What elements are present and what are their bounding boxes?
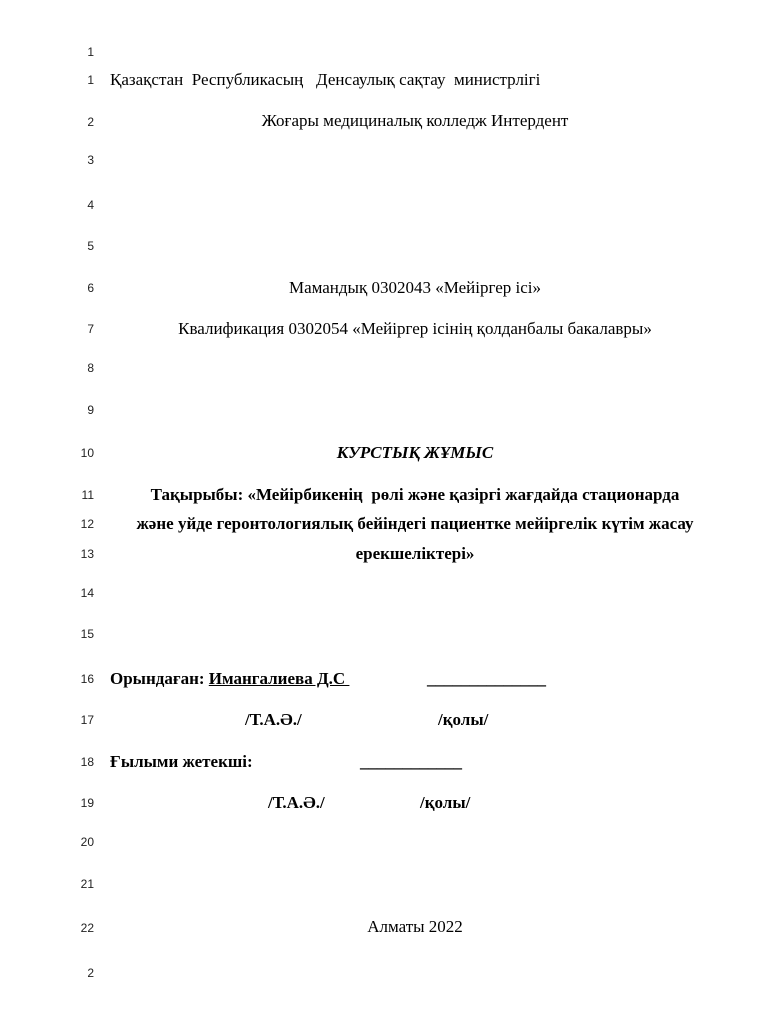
line-number: 10	[80, 446, 94, 460]
line-number: 12	[80, 517, 94, 531]
line-number: 19	[80, 796, 94, 810]
line-number: 3	[87, 153, 94, 167]
supervisor-sign-caption: /қолы/	[420, 793, 471, 812]
line-number: 7	[87, 322, 94, 336]
line-number: 21	[80, 877, 94, 891]
line-number: 6	[87, 281, 94, 295]
line-number: 11	[81, 488, 94, 502]
line-number: 14	[80, 586, 94, 600]
line-number: 15	[80, 627, 94, 641]
line-number: 17	[80, 713, 94, 727]
qualification-line: Квалификация 0302054 «Мейіргер ісінің қолданбалы бакалавры»	[178, 319, 652, 338]
topic-line-3: ерекшеліктері»	[355, 544, 475, 563]
line-number: 9	[87, 403, 94, 417]
performer-fio-caption: /Т.А.Ә./	[245, 710, 302, 729]
line-number: 4	[87, 198, 94, 212]
line-number: 2	[87, 966, 94, 980]
college-name: Жоғары медициналық колледж Интердент	[261, 111, 569, 130]
line-number: 20	[80, 835, 94, 849]
line-number: 18	[80, 755, 94, 769]
performer-row	[110, 668, 720, 690]
supervisor-label: Ғылыми жетекші:	[110, 752, 253, 771]
line-number: 2	[87, 115, 94, 129]
line-number: 22	[80, 921, 94, 935]
supervisor-row	[110, 751, 720, 773]
performer-name: Имангалиева Д.С	[208, 669, 350, 688]
performer-signature-line: ______________	[427, 669, 546, 688]
supervisor-fio-caption: /Т.А.Ә./	[268, 793, 325, 812]
line-number: 16	[80, 672, 94, 686]
topic-line-2: және уйде геронтологиялық бейіндегі пациентке мейіргелік күтім жасау	[136, 514, 694, 533]
performer-label: Орындаған:	[110, 669, 205, 688]
supervisor-signature-line: ____________	[360, 752, 462, 771]
line-number: 13	[80, 547, 94, 561]
line-number: 5	[87, 239, 94, 253]
line-number: 1	[87, 73, 94, 87]
city-year: Алматы 2022	[367, 917, 463, 936]
line-number: 1	[87, 45, 94, 59]
line-number: 8	[87, 361, 94, 375]
ministry-header: Қазақстан Республикасың Денсаулық сақтау министрлігі	[110, 70, 541, 89]
performer-sign-caption: /қолы/	[438, 710, 489, 729]
specialty-line: Мамандық 0302043 «Мейіргер ісі»	[288, 278, 542, 297]
document-type-title: КУРСТЫҚ ЖҰМЫС	[336, 443, 494, 462]
topic-line-1: Тақырыбы: «Мейірбикенің рөлі және қазіргі жағдайда стационарда	[150, 485, 680, 504]
